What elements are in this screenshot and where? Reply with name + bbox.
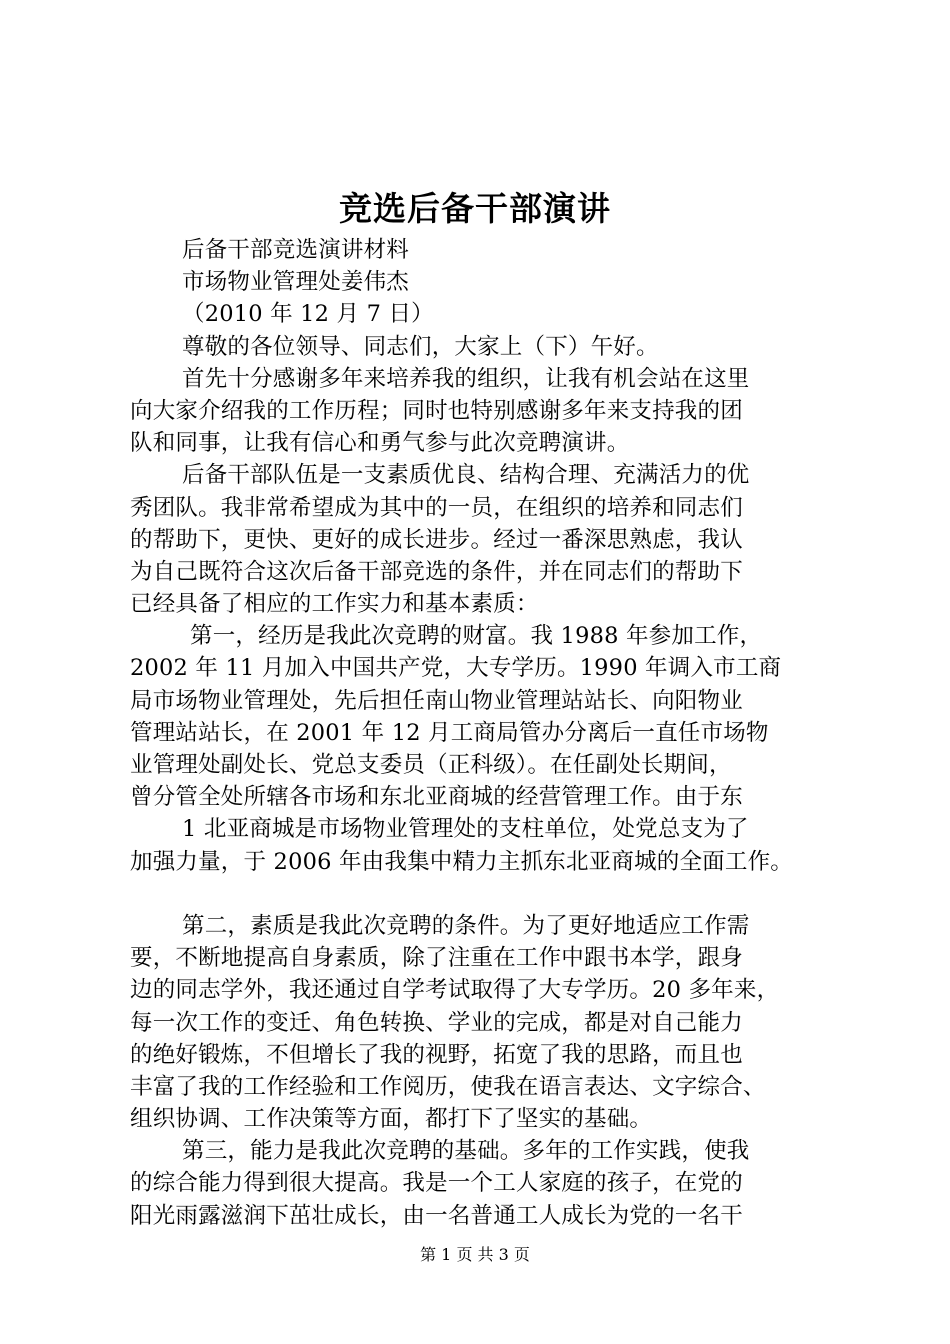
body-line: 每一次工作的变迁、角色转换、学业的完成，都是对自己能力 <box>130 1009 743 1036</box>
body-line: 边的同志学外，我还通过自学考试取得了大专学历。20 多年来， <box>130 977 780 1004</box>
body-line: 尊敬的各位领导、同志们，大家上（下）午好。 <box>182 333 659 360</box>
document-title: 竞选后备干部演讲 <box>339 189 611 228</box>
body-line: 首先十分感谢多年来培养我的组织，让我有机会站在这里 <box>182 365 750 392</box>
body-line: 丰富了我的工作经验和工作阅历，使我在语言表达、文字综合、 <box>130 1073 766 1100</box>
body-line: 秀团队。我非常希望成为其中的一员，在组织的培养和同志们 <box>130 494 743 521</box>
body-line: 要，不断地提高自身素质，除了注重在工作中跟书本学，跟身 <box>130 945 743 972</box>
body-line: 市场物业管理处姜伟杰 <box>182 269 410 296</box>
page-footer: 第 1 页 共 3 页 <box>420 1245 530 1264</box>
body-line: 的综合能力得到很大提高。我是一个工人家庭的孩子，在党的 <box>130 1170 743 1197</box>
body-line: 局市场物业管理处，先后担任南山物业管理站站长、向阳物业 <box>130 687 743 714</box>
body-line: 加强力量，于 2006 年由我集中精力主抓东北亚商城的全面工作。 <box>130 848 793 875</box>
body-line: 的帮助下，更快、更好的成长进步。经过一番深思熟虑，我认 <box>130 526 743 553</box>
body-line: 阳光雨露滋润下茁壮成长，由一名普通工人成长为党的一名干 <box>130 1202 743 1229</box>
body-line: 已经具备了相应的工作实力和基本素质： <box>130 591 539 618</box>
body-line: 队和同事，让我有信心和勇气参与此次竞聘演讲。 <box>130 430 630 457</box>
body-line: 的绝好锻炼，不但增长了我的视野，拓宽了我的思路，而且也 <box>130 1041 743 1068</box>
body-line: 后备干部竞选演讲材料 <box>182 237 410 263</box>
body-line: 第一，经历是我此次竞聘的财富。我 1988 年参加工作， <box>190 623 763 650</box>
blank-line <box>130 878 830 910</box>
body-line: 为自己既符合这次后备干部竞选的条件，并在同志们的帮助下 <box>130 558 743 585</box>
body-line: 第三，能力是我此次竞聘的基础。多年的工作实践，使我 <box>182 1138 750 1165</box>
body-line: 后备干部队伍是一支素质优良、结构合理、充满活力的优 <box>182 462 750 489</box>
body-line: 曾分管全处所辖各市场和东北亚商城的经营管理工作。由于东 <box>130 784 743 811</box>
document-body <box>130 234 830 1232</box>
body-line: 组织协调、工作决策等方面，都打下了坚实的基础。 <box>130 1106 653 1133</box>
body-line: 第二，素质是我此次竞聘的条件。为了更好地适应工作需 <box>182 912 750 939</box>
body-line: 业管理处副处长、党总支委员（正科级）。在任副处长期间， <box>130 752 732 778</box>
body-line: 1 北亚商城是市场物业管理处的支柱单位，处党总支为了 <box>182 816 749 843</box>
body-line: 向大家介绍我的工作历程；同时也特别感谢多年来支持我的团 <box>130 397 743 424</box>
body-line: （2010 年 12 月 7 日） <box>182 301 434 328</box>
body-line: 2002 年 11 月加入中国共产党，大专学历。1990 年调入市工商 <box>130 655 782 682</box>
body-line: 管理站站长，在 2001 年 12 月工商局管办分离后一直任市场物 <box>130 719 769 746</box>
